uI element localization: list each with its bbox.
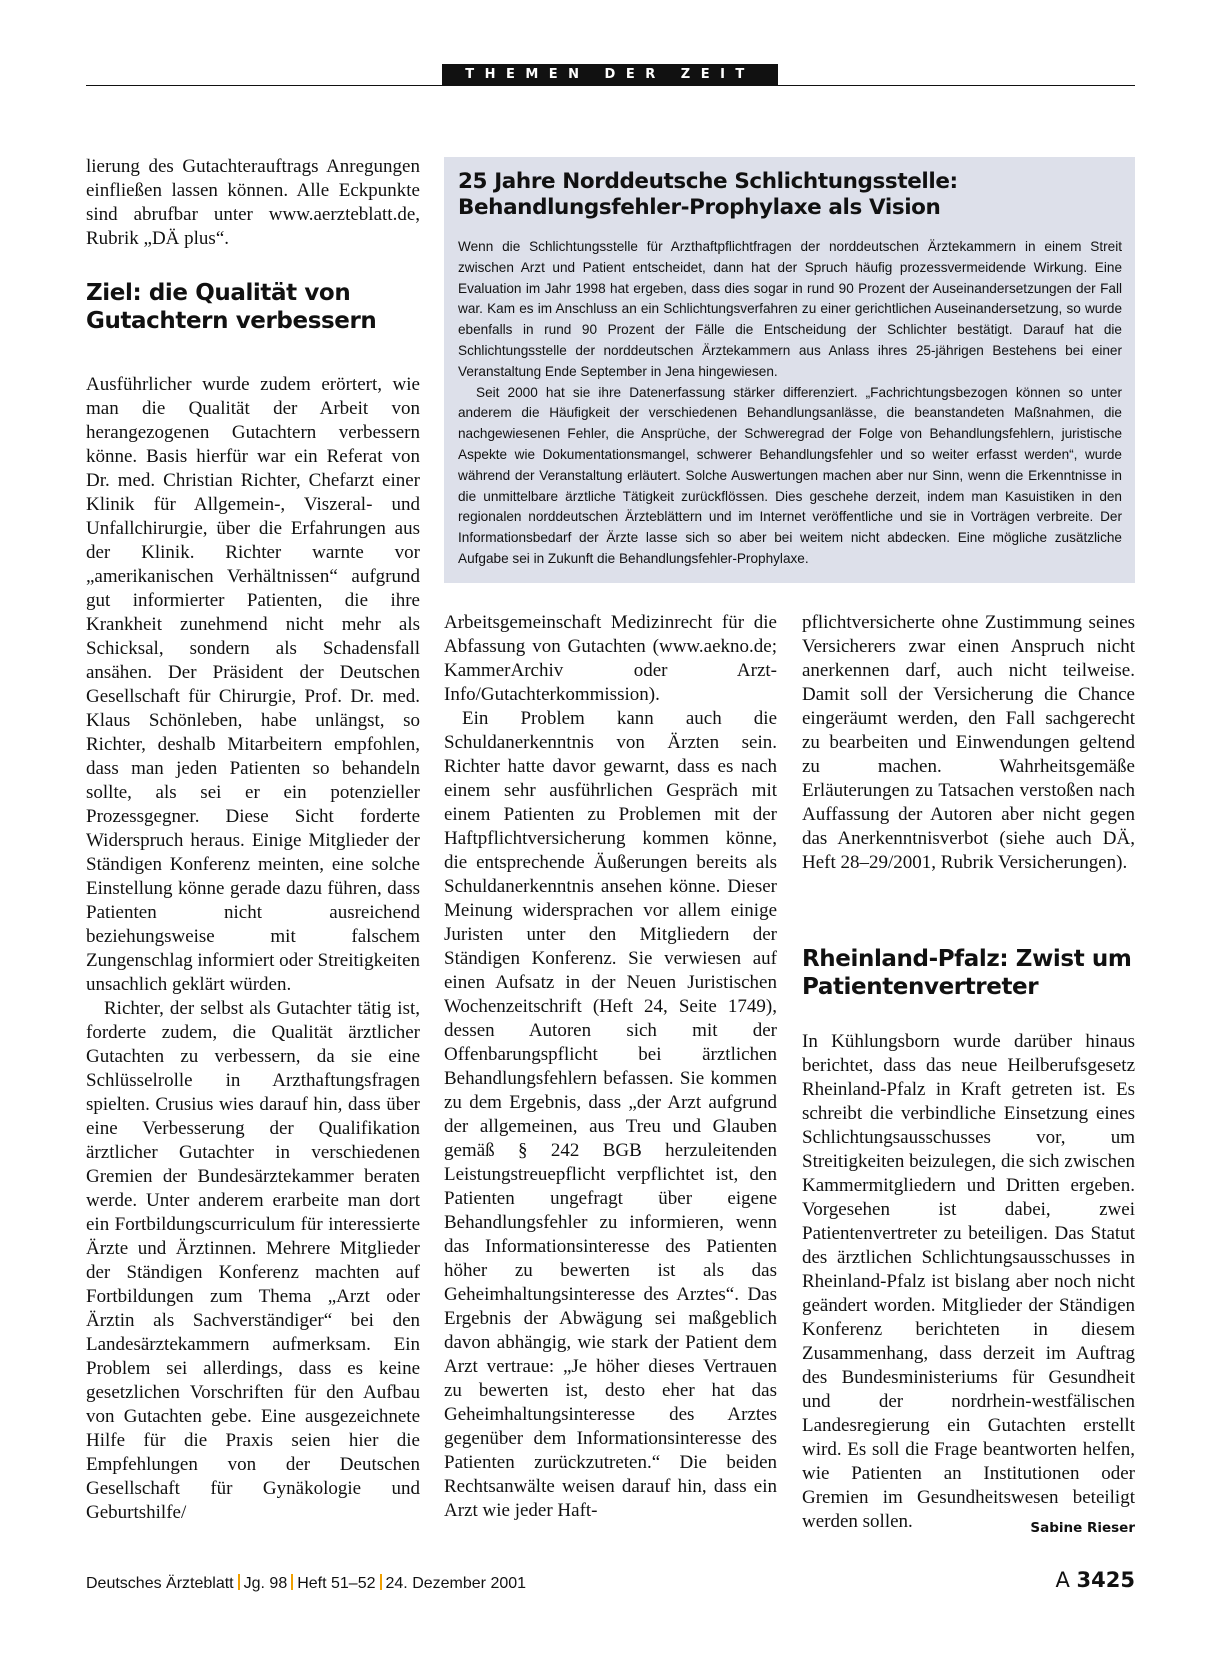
footer-issue: Heft 51–52: [297, 1575, 376, 1592]
left-intro: [86, 155, 420, 251]
left-paragraph-2: Richter, der selbst als Gutachter tätig ist, forderte zudem, die Qualität ärztlicher Gutachten zu verbessern, da sie eine Schlüsselrolle in Arzthaftungsfragen spielten. Crusius wies darauf hin, dass über eine Verbesserung der Qualifikation ärztlicher Gutachter in verschiedenen Gremien der Bundesärztekammer beraten werde. Unter anderem erarbeite man dort ein Fortbildungscurriculum für interessierte Ärzte und Ärztinnen. Mehrere Mitglieder der Ständigen Konferenz machten auf Fortbildungen zum Thema „Arzt oder Ärztin als Sachverständiger“ bei den Landesärztekammern aufmerksam. Ein Problem sei allerdings, dass es keine gesetzlichen Vorschriften für den Aufbau von Gutachten gebe. Eine ausgezeichnete Hilfe für die Praxis seien hier die Empfehlungen von der Deutschen Gesellschaft für Gynäkologie und Geburtshilfe/: [86, 998, 420, 1523]
right-paragraph-2: In Kühlungsborn wurde darüber hinaus berichtet, dass das neue Heilberufsgesetz Rheinland-Pfalz in Kraft getreten ist. Es schreibt die verbindliche Einsetzung eines Schlichtungsausschusses vor, um Streitigkeiten beizulegen, die sich zwischen Kammermitgliedern und Dritten ergeben. Vorgesehen ist dabei, zwei Patientenvertreter zu beteiligen. Das Statut des ärztlichen Schlichtungsausschusses in Rheinland-Pfalz ist bislang aber noch nicht geändert worden. Mitglieder der Ständigen Konferenz berichteten in diesem Zusammenhang, dass derzeit im Auftrag des Bundesministeriums für Gesundheit und der nordrhein-westfälischen Landesregierung ein Gutachten erstellt wird. Es soll die Frage beantworten helfen, wie Patienten an Institutionen oder Gremien im Gesundheitswesen beteiligt werden sollen.: [802, 1031, 1135, 1532]
author-signature: Sabine Rieser: [1030, 1520, 1135, 1536]
box-title: 25 Jahre Norddeutsche Schlichtungsstelle: Behandlungsfehler-Prophylaxe als Vision: [458, 169, 958, 220]
footer-date: 24. Dezember 2001: [385, 1575, 527, 1592]
right-heading: Rheinland-Pfalz: Zwist um Patientenvertreter: [802, 946, 1132, 1000]
middle-paragraph-1: Arbeitsgemeinschaft Medizinrecht für die Abfassung von Gutachten (www.aekno.de; KammerArchiv oder Arzt-Info/Gutachterkommission).: [444, 612, 777, 705]
footer-separator: [380, 1574, 382, 1590]
footer-journal: Deutsches Ärzteblatt: [86, 1575, 234, 1592]
page-number: [1055, 1568, 1135, 1592]
footer-separator: [238, 1574, 240, 1590]
footer-volume: Jg. 98: [243, 1575, 288, 1592]
footer-separator: [291, 1574, 293, 1590]
right-column-top: [802, 611, 1135, 875]
section-header: THEMEN DER ZEIT: [442, 64, 778, 85]
box-body: [458, 237, 1122, 570]
right-column-bottom: [802, 1030, 1135, 1534]
footer-citation: [86, 1574, 526, 1593]
box-paragraph-2: Seit 2000 hat sie ihre Datenerfassung stärker differenziert. „Fachrichtungsbezogen können so unter anderem die Häufigkeit der verschiedenen Behandlungsanlässe, die beanstandeten Maßnahmen, die nachgewiesenen Fehler, die Ansprüche, der Schweregrad der Folge von Behandlungsfehlern, juristische Aspekte wie Dokumentationsmangel, schwerer Behandlungsfehler und so weiter erfasst werden“, wurde während der Veranstaltung erläutert. Solche Auswertungen machen aber nur Sinn, wenn die Erkenntnisse in die unmittelbare ärztliche Tätigkeit zurückflössen. Dies geschehe derzeit, indem man Kasuistiken in den regionalen norddeutschen Ärzteblättern und im Internet veröffentliche und sie in Vorträgen verbreite. Der Informationsbedarf der Ärzte lasse sich so aber bei weitem nicht abdecken. Eine mögliche zusätzliche Aufgabe sei in Zukunft die Behandlungsfehler-Prophylaxe.: [458, 384, 1122, 566]
right-paragraph-1: pflichtversicherte ohne Zustimmung seines Versicherers zwar einen Anspruch nicht anerkennen darf, auch nicht teilweise. Damit soll der Versicherung die Chance eingeräumt werden, den Fall sachgerecht zu bearbeiten und Einwendungen geltend zu machen. Wahrheitsgemäße Erläuterungen zu Tatsachen verstoßen nach Auffassung der Autoren aber nicht gegen das Anerkenntnisverbot (siehe auch DÄ, Heft 28–29/2001, Rubrik Versicherungen).: [802, 612, 1135, 873]
header-rule: [86, 85, 1135, 86]
left-body: [86, 373, 420, 1525]
left-intro-text: lierung des Gutachterauftrags Anregungen einfließen lassen können. Alle Eckpunkte sind abrufbar unter www.aerzteblatt.de, Rubrik „DÄ plus“.: [86, 156, 420, 249]
middle-column: [444, 611, 777, 1523]
page-prefix: A: [1055, 1568, 1070, 1592]
left-paragraph-1: Ausführlicher wurde zudem erörtert, wie man die Qualität der Arbeit von herangezogenen Gutachtern verbessern könne. Basis hierfür war ein Referat von Dr. med. Christian Richter, Chefarzt einer Klinik für Allgemein-, Viszeral- und Unfallchirurgie, über die Erfahrungen aus der Klinik. Richter warnte vor „amerikanischen Verhältnissen“ aufgrund gut informierter Patienten, die ihre Krankheit zunehmend nicht mehr als Schicksal, sondern als Schadensfall ansähen. Der Präsident der Deutschen Gesellschaft für Chirurgie, Prof. Dr. med. Klaus Schönleben, habe unlängst, so Richter, deshalb Mitarbeitern empfohlen, dass man jeden Patienten so behandeln sollte, als sei er ein potenzieller Prozessgegner. Diese Sicht forderte Widerspruch heraus. Einige Mitglieder der Ständigen Konferenz meinten, eine solche Einstellung könne gerade dazu führen, dass Patienten nicht ausreichend beziehungsweise mit falschem Zungenschlag informiert oder Streitigkeiten unsachlich geklärt würden.: [86, 374, 420, 995]
left-heading: Ziel: die Qualität von Gutachtern verbessern: [86, 280, 377, 334]
sidebar-box: [444, 157, 1135, 583]
box-paragraph-1: Wenn die Schlichtungsstelle für Arzthaftpflichtfragen der norddeutschen Ärztekammern in einem Streit zwischen Arzt und Patient entscheidet, dann hat der Spruch häufig prozessvermeidende Wirkung. Eine Evaluation im Jahr 1998 hat ergeben, dass dies sogar in rund 90 Prozent der Auseinandersetzungen der Fall war. Kam es im Anschluss an ein Schlichtungsverfahren zu einer gerichtlichen Auseinandersetzung, so wurde ebenfalls in rund 90 Prozent der Fälle die Entscheidung der Schlichter bestätigt. Darauf hat die Schlichtungsstelle der norddeutschen Ärztekammern aus Anlass ihres 25-jährigen Bestehens bei einer Veranstaltung Ende September in Jena hingewiesen.: [458, 239, 1122, 379]
middle-paragraph-2: Ein Problem kann auch die Schuldanerkenntnis von Ärzten sein. Richter hatte davor gewarnt, dass es nach einem sehr ausführlichen Gespräch mit einem Patienten zu Problemen mit der Haftpflichtversicherung kommen könne, die entsprechende Äußerungen bereits als Schuldanerkenntnis ansehen könne. Dieser Meinung widersprachen vor allem einige Juristen unter den Mitgliedern der Ständigen Konferenz. Sie verwiesen auf einen Aufsatz in der Neuen Juristischen Wochenzeitschrift (Heft 24, Seite 1749), dessen Autoren sich mit der Offenbarungspflicht bei ärztlichen Behandlungsfehlern befassen. Sie kommen zu dem Ergebnis, dass „der Arzt aufgrund der allgemeinen, aus Treu und Glauben gemäß § 242 BGB herzuleitenden Leistungstreuepflicht verpflichtet ist, den Patienten ungefragt über eigene Behandlungsfehler zu informieren, wenn das Informationsinteresse des Patienten höher zu bewerten ist als das Geheimhaltungsinteresse des Arztes“. Das Ergebnis der Abwägung sei maßgeblich davon abhängig, wie stark der Patient dem Arzt vertraue: „Je höher dieses Vertrauen zu bewerten ist, desto eher hat das Geheimhaltungsinteresse des Arztes gegenüber dem Informationsinteresse des Patienten zurückzutreten.“ Die beiden Rechtsanwälte weisen darauf hin, dass ein Arzt wie jeder Haft-: [444, 708, 777, 1521]
page-number-value: 3425: [1076, 1568, 1135, 1592]
